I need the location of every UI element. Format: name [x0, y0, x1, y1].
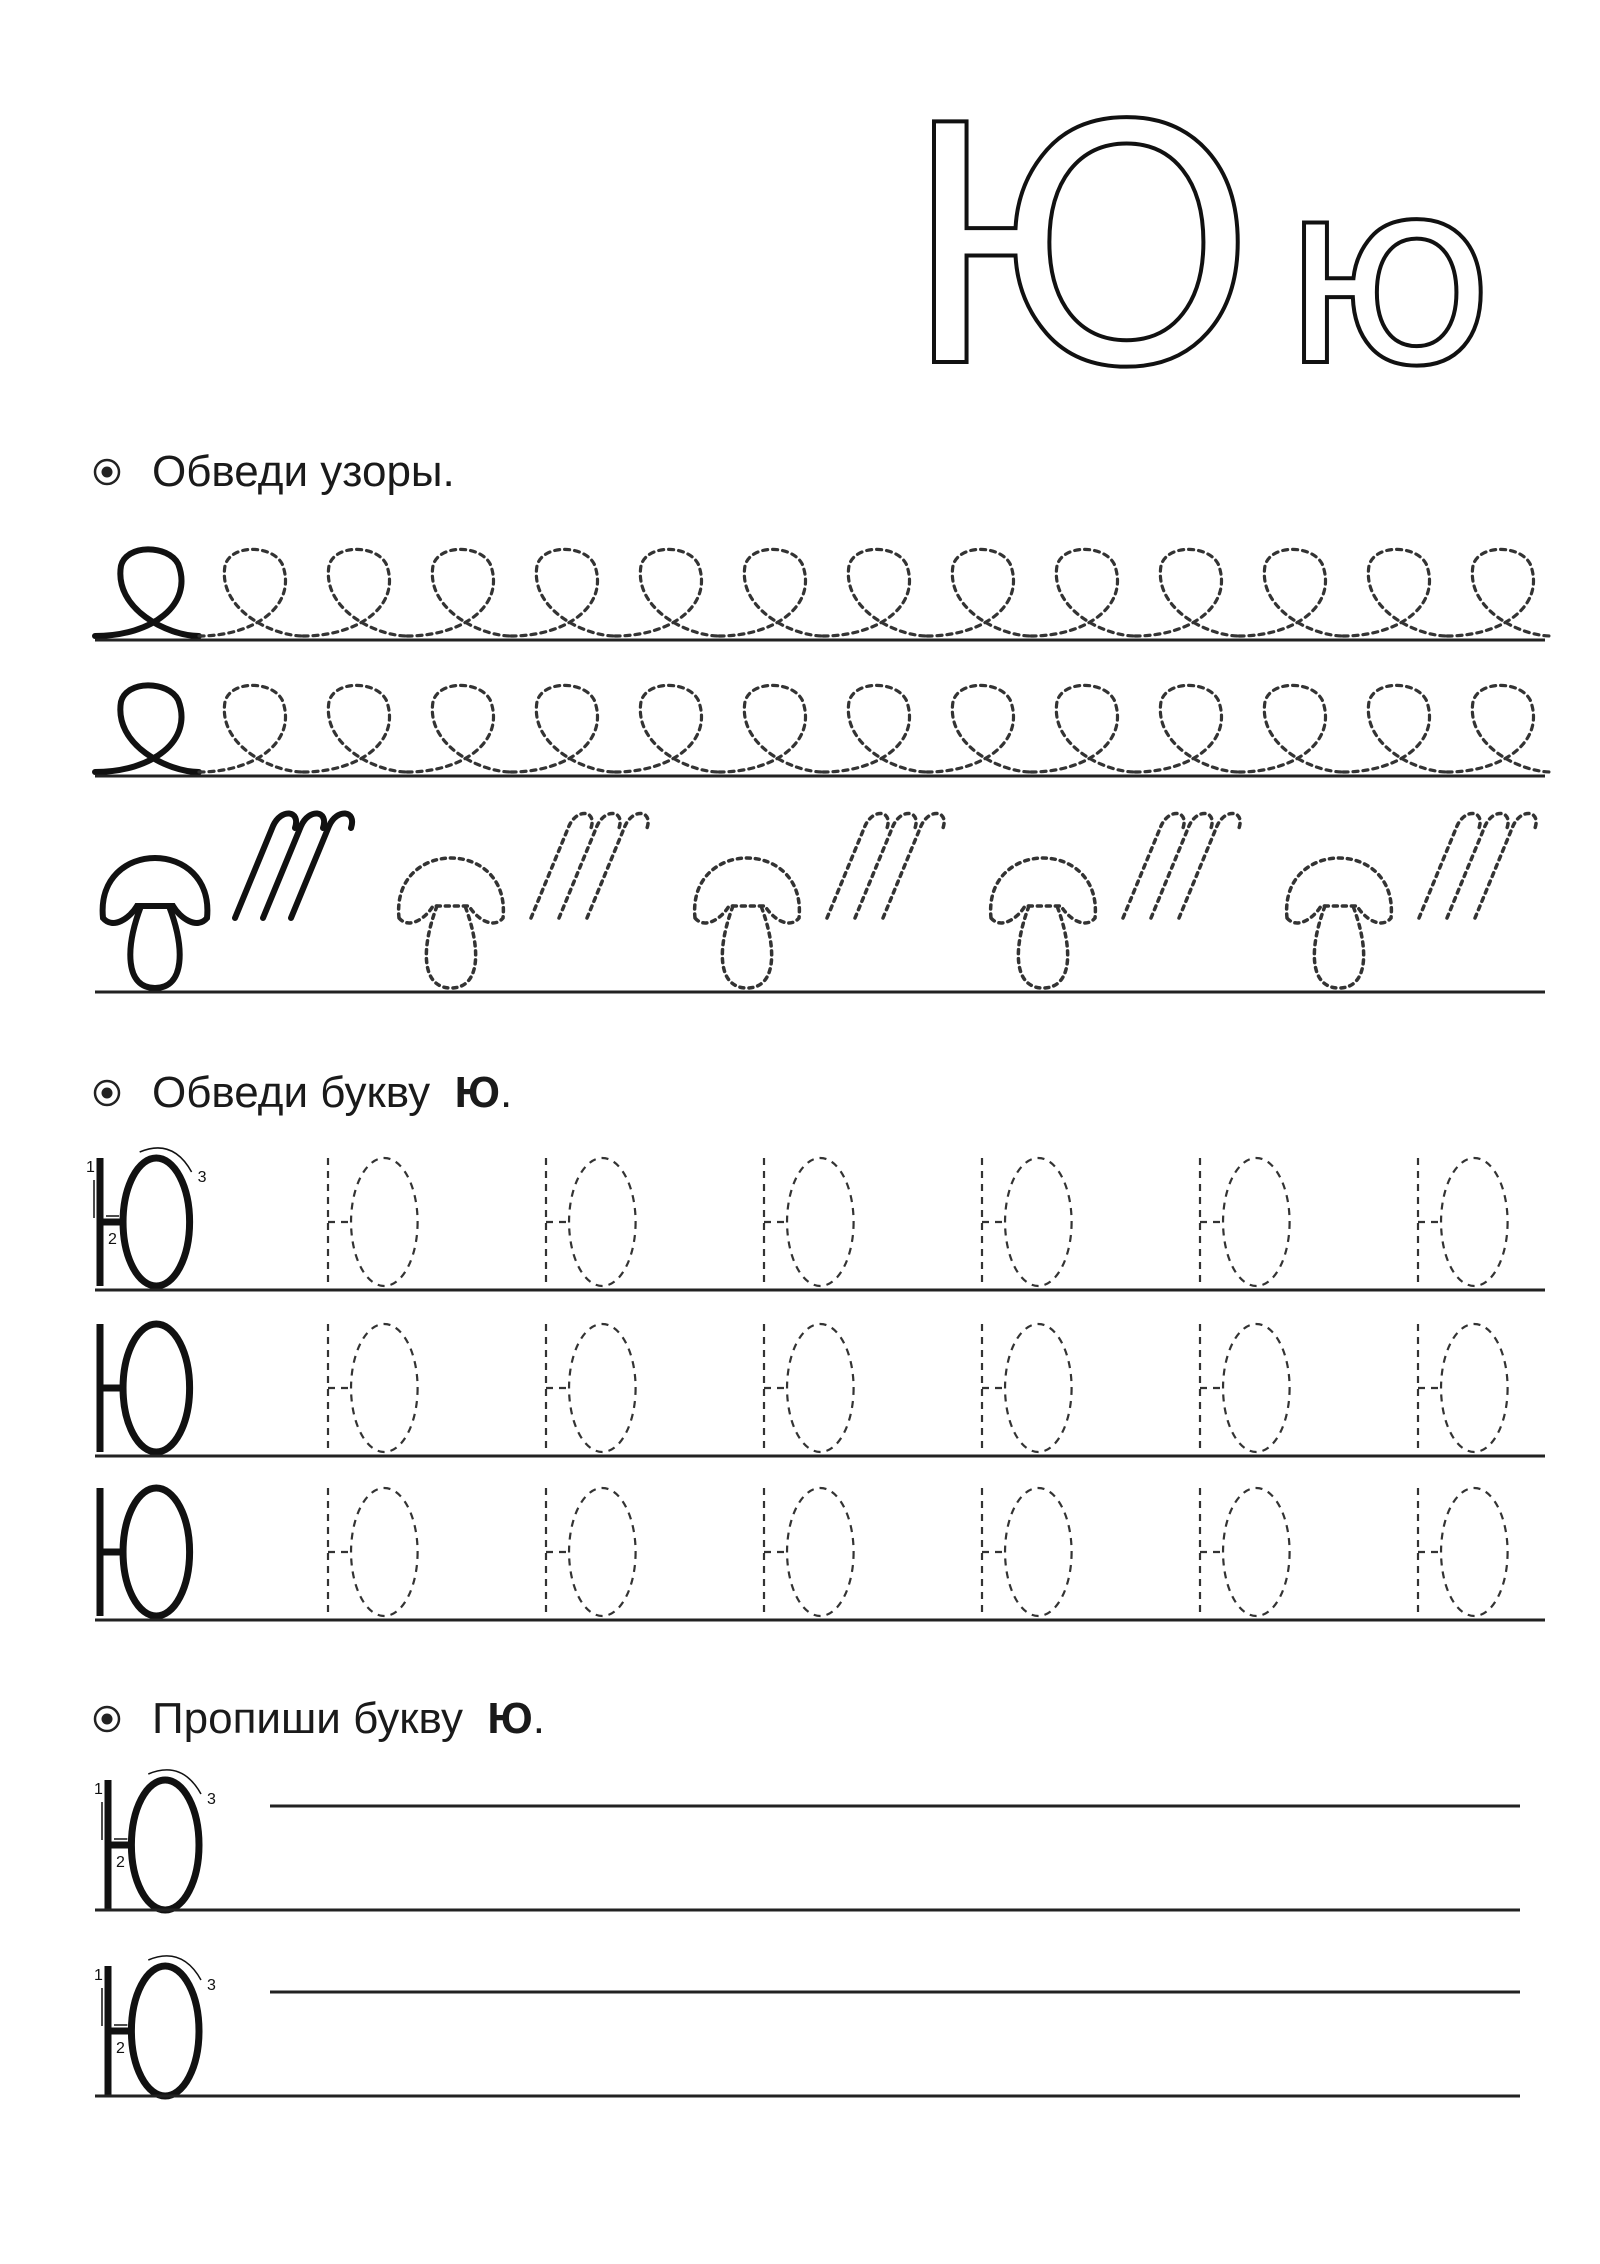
letter-oval	[1005, 1158, 1072, 1286]
mushroom-dashed	[1287, 858, 1392, 988]
loop-dashed	[511, 549, 615, 636]
instruction-suffix: .	[532, 1694, 546, 1743]
letter-oval	[131, 1780, 199, 1910]
letter-dashed	[982, 1158, 1072, 1286]
letter-dashed	[764, 1158, 854, 1286]
letter-dashed	[764, 1488, 854, 1616]
grass-dashed	[531, 813, 648, 918]
letter-oval	[787, 1488, 854, 1616]
letter-oval	[569, 1488, 636, 1616]
letter-oval	[123, 1324, 190, 1452]
letter-oval	[131, 1966, 199, 2096]
letter-oval	[123, 1488, 190, 1616]
instruction-letter: Ю	[454, 1068, 501, 1117]
loop-dashed	[1343, 549, 1447, 636]
letter-oval	[1223, 1324, 1290, 1452]
loop-dashed	[823, 549, 927, 636]
letter-dashed	[546, 1488, 636, 1616]
letter-dashed	[1418, 1488, 1508, 1616]
letter-oval	[351, 1158, 418, 1286]
stroke-number: 2	[116, 2040, 125, 2057]
loop-dashed	[199, 549, 303, 636]
loop-dashed	[1447, 549, 1551, 636]
stroke-number: 1	[94, 1781, 103, 1798]
letter-sample	[100, 1324, 190, 1452]
loop-dashed	[615, 549, 719, 636]
stroke-number: 2	[116, 1854, 125, 1871]
letter-dashed	[1418, 1324, 1508, 1452]
letter-oval	[569, 1158, 636, 1286]
letter-dashed	[546, 1324, 636, 1452]
loop-sample	[95, 685, 199, 772]
letter-dashed	[1418, 1158, 1508, 1286]
stroke-number: 1	[94, 1967, 103, 1984]
loop-dashed	[1447, 685, 1551, 772]
title-letter-upper: Ю	[900, 80, 1257, 380]
loop-dashed	[199, 685, 303, 772]
grass-dashed	[1123, 813, 1240, 918]
loop-dashed	[719, 685, 823, 772]
loop-dashed	[927, 549, 1031, 636]
letter-oval	[1223, 1488, 1290, 1616]
instruction-letter: Ю	[487, 1694, 533, 1743]
mushroom-dashed	[399, 858, 504, 988]
loop-dashed	[1239, 685, 1343, 772]
letter-oval	[1441, 1324, 1508, 1452]
loop-sample	[95, 549, 199, 636]
letter-dashed	[546, 1158, 636, 1286]
instruction-prefix: Обведи букву	[152, 1068, 431, 1117]
instruction-suffix: .	[500, 1068, 513, 1117]
loop-dashed	[719, 549, 823, 636]
letter-oval	[787, 1324, 854, 1452]
letter-oval	[123, 1158, 190, 1286]
mushroom-dashed	[695, 858, 800, 988]
loop-dashed	[1031, 549, 1135, 636]
loop-dashed	[407, 685, 511, 772]
letter-sample	[86, 1148, 207, 1286]
loop-dashed	[303, 549, 407, 636]
letter-sample	[94, 1770, 216, 1910]
loop-dashed	[615, 685, 719, 772]
letter-dashed	[1200, 1488, 1290, 1616]
mushroom-dashed	[991, 858, 1096, 988]
letter-oval	[1441, 1158, 1508, 1286]
letter-dashed	[328, 1324, 418, 1452]
letter-oval	[1441, 1488, 1508, 1616]
stroke-number: 3	[207, 1791, 216, 1808]
stroke-number: 1	[86, 1159, 95, 1176]
stroke-number: 3	[207, 1977, 216, 1994]
letter-sample	[94, 1956, 216, 2096]
letter-dashed	[982, 1324, 1072, 1452]
letter-dashed	[982, 1488, 1072, 1616]
loop-dashed	[1135, 549, 1239, 636]
grass-dashed	[827, 813, 944, 918]
letter-dashed	[1200, 1324, 1290, 1452]
letter-dashed	[328, 1158, 418, 1286]
loop-dashed	[1343, 685, 1447, 772]
title-letter-lower: ю	[1280, 126, 1495, 380]
letter-oval	[1005, 1324, 1072, 1452]
letter-oval	[569, 1324, 636, 1452]
grass-dashed	[1419, 813, 1536, 918]
letter-oval	[787, 1158, 854, 1286]
loop-dashed	[303, 685, 407, 772]
loop-dashed	[1031, 685, 1135, 772]
mushroom-sample	[103, 858, 208, 988]
loop-dashed	[823, 685, 927, 772]
grass-sample	[235, 813, 352, 918]
instruction-text: Обведи узоры.	[152, 447, 455, 496]
loop-dashed	[407, 549, 511, 636]
stroke-number: 3	[197, 1169, 207, 1186]
letter-dashed	[328, 1488, 418, 1616]
loop-dashed	[1239, 549, 1343, 636]
loop-dashed	[927, 685, 1031, 772]
letter-oval	[351, 1488, 418, 1616]
letter-dashed	[764, 1324, 854, 1452]
instruction-prefix: Пропиши букву	[152, 1694, 463, 1743]
letter-dashed	[1200, 1158, 1290, 1286]
letter-oval	[351, 1324, 418, 1452]
letter-oval	[1005, 1488, 1072, 1616]
letter-oval	[1223, 1158, 1290, 1286]
stroke-number: 2	[108, 1231, 117, 1248]
loop-dashed	[1135, 685, 1239, 772]
letter-sample	[100, 1488, 190, 1616]
loop-dashed	[511, 685, 615, 772]
